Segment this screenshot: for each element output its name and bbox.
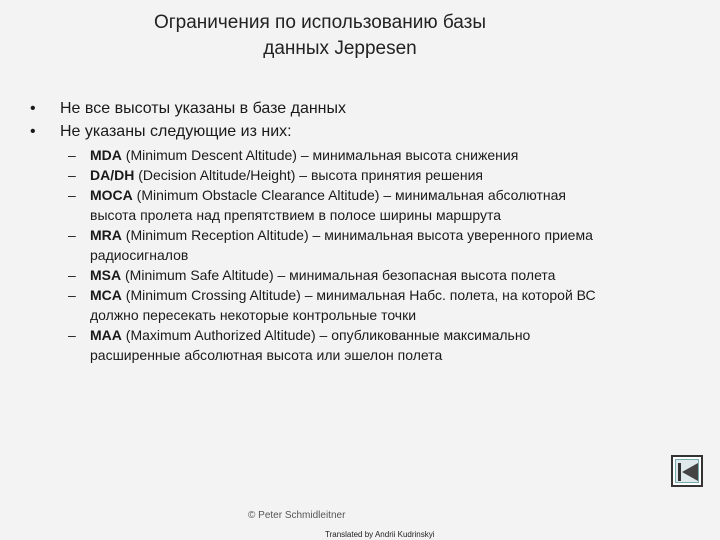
dash-marker-icon: –: [68, 227, 76, 243]
sub-item: [68, 265, 698, 285]
sub-item: [68, 225, 698, 265]
copyright-text: © Peter Schmidleitner: [248, 510, 346, 521]
sub-item: [68, 325, 698, 365]
abbreviation: MRA: [90, 227, 122, 243]
slide-nav-button[interactable]: [671, 455, 703, 487]
sub-item-text: [90, 325, 530, 365]
abbreviation: DA/DH: [90, 167, 135, 183]
dash-marker-icon: –: [68, 327, 76, 343]
abbreviation: MOCA: [90, 187, 133, 203]
abbreviation: MSA: [90, 267, 122, 283]
title-line-2: данных Jeppesen: [263, 38, 417, 59]
sub-item: [68, 285, 698, 325]
sub-item-text: [90, 225, 593, 265]
slide-title: [120, 10, 520, 62]
bullet-item: [30, 97, 690, 120]
abbreviation: MAA: [90, 327, 122, 343]
dash-marker-icon: –: [68, 147, 76, 163]
definition-continuation: расширенные абсолютная высота или эшелон полета: [90, 347, 443, 363]
abbreviation: MDA: [90, 147, 122, 163]
bullet-text: Не все высоты указаны в базе данных: [60, 100, 347, 117]
sub-item: [68, 165, 698, 185]
sub-item-text: [90, 265, 555, 285]
sub-item: [68, 185, 698, 225]
bullet-text: Не указаны следующие из них:: [60, 123, 292, 140]
definition: (Minimum Reception Altitude) – минимальная высота уверенного приема: [121, 227, 593, 243]
back-to-start-icon: [676, 460, 700, 484]
title-line-1: Ограничения по использованию базы: [153, 12, 487, 33]
dash-marker-icon: –: [68, 187, 76, 203]
definition-continuation: высота пролета над препятствием в полосе ширины маршрута: [90, 207, 502, 223]
sub-item-text: [90, 285, 596, 325]
bullet-dot-icon: •: [30, 100, 36, 117]
bullet-dot-icon: •: [30, 123, 36, 140]
definition-continuation: должно пересекать некоторые контрольные точки: [90, 307, 417, 323]
definition-continuation: радиосигналов: [90, 247, 189, 263]
translator-credit: Translated by Andrii Kudrinskyi: [325, 530, 435, 539]
dash-marker-icon: –: [68, 287, 76, 303]
sub-item: [68, 145, 698, 165]
sub-item-text: [90, 185, 566, 225]
definition: (Maximum Authorized Altitude) – опубликованные максимально: [121, 327, 531, 343]
definition: (Minimum Descent Altitude) – минимальная высота снижения: [121, 147, 519, 163]
bullet-list: [30, 97, 690, 143]
definition: (Decision Altitude/Height) – высота принятия решения: [134, 167, 483, 183]
dash-marker-icon: –: [68, 167, 76, 183]
sub-item-text: [90, 165, 483, 185]
abbreviation: MCA: [90, 287, 122, 303]
definition: (Minimum Obstacle Clearance Altitude) – минимальная абсолютная: [132, 187, 567, 203]
sub-item-text: [90, 145, 518, 165]
definition: (Minimum Crossing Altitude) – минимальная Набс. полета, на которой ВС: [121, 287, 596, 303]
nav-button-face: [675, 459, 699, 483]
sub-item-list: [68, 145, 698, 365]
dash-marker-icon: –: [68, 267, 76, 283]
definition: (Minimum Safe Altitude) – минимальная безопасная высота полета: [121, 267, 556, 283]
bullet-item: [30, 120, 690, 143]
